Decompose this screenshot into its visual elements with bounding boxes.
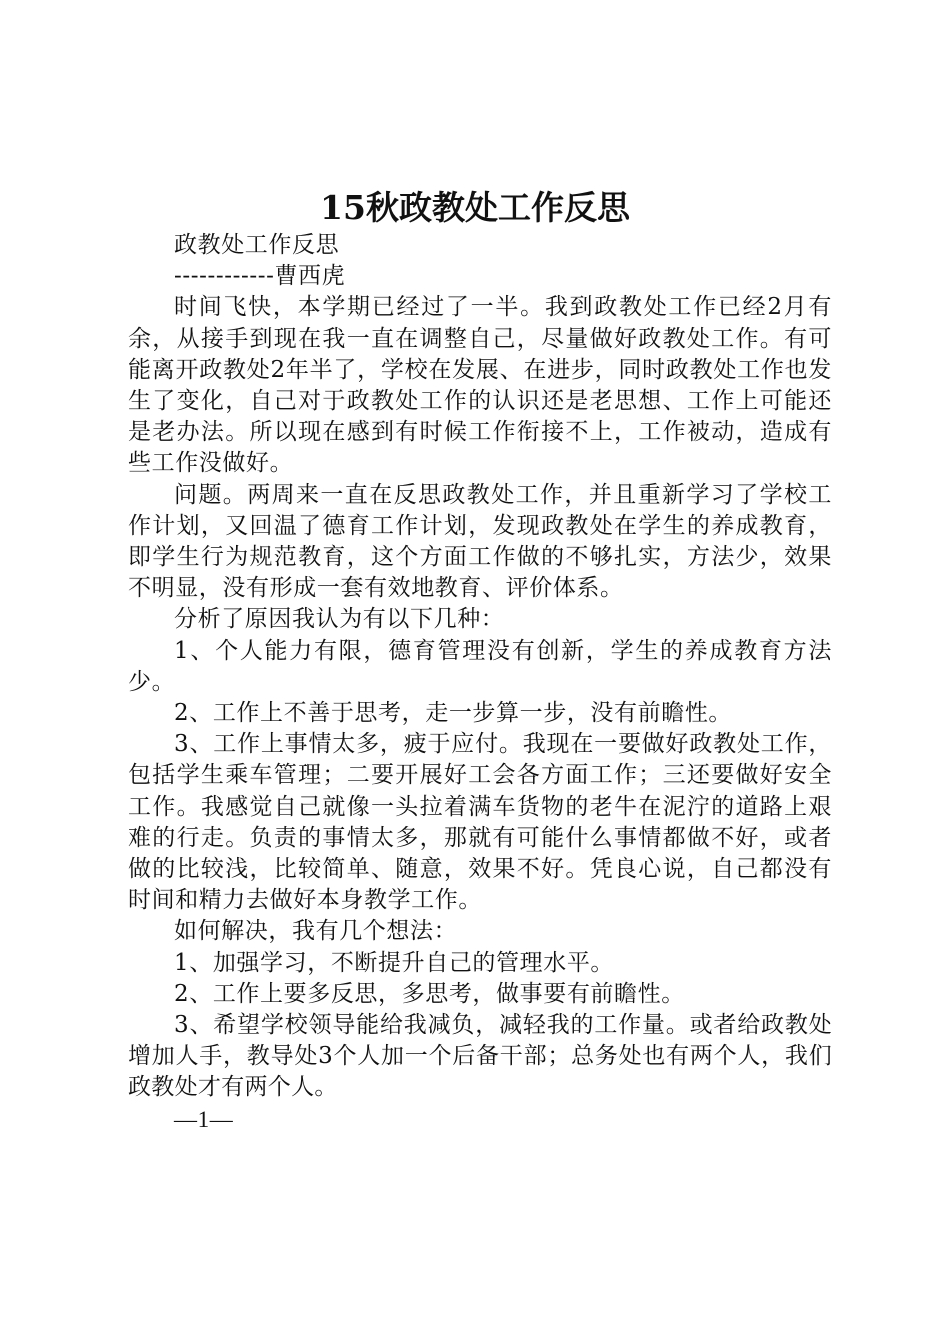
paragraph-solution-heading: 如何解决，我有几个想法： [174, 918, 458, 945]
paragraph-problem: 问题。两周来一直在反思政教处工作，并且重新学习了学校工作计划，又回温了德育工作计划，发现政教处在学生的养成教育，即学生行为规范教育，这个方面工作做的不够扎实，方法少，效果不明显，没有形成一套有效地教育、评价体系。 [128, 481, 832, 602]
paragraph-solution-3: 3、希望学校领导能给我减负，减轻我的工作量。或者给政教处增加人手，教导处3个人加一个后备干部；总务处也有两个人，我们政教处才有两个人。 [128, 1012, 832, 1101]
paragraph-reason-3: 3、工作上事情太多，疲于应付。我现在一要做好政教处工作，包括学生乘车管理；二要开展好工会各方面工作；三还要做好安全工作。我感觉自己就像一头拉着满车货物的老牛在泥泞的道路上艰难的行走。负责的事情太多，那就有可能什么事情都做不好，或者做的比较浅，比较简单、随意，效果不好。凭良心说，自己都没有时间和精力去做好本身教学工作。 [128, 731, 832, 914]
page-number: —1— [174, 1106, 234, 1132]
paragraph-solution-2: 2、工作上要多反思，多思考，做事要有前瞻性。 [174, 980, 685, 1007]
document-body [128, 230, 832, 1135]
subtitle: 政教处工作反思 [174, 232, 340, 258]
author-line: ------------曹西虎 [174, 263, 346, 290]
paragraph-reason-2: 2、工作上不善于思考，走一步算一步，没有前瞻性。 [174, 700, 733, 727]
paragraph-reason-1: 1、个人能力有限，德育管理没有创新，学生的养成教育方法少。 [128, 637, 832, 695]
paragraph-solution-1: 1、加强学习，不断提升自己的管理水平。 [174, 949, 615, 976]
document-title: 15秋政教处工作反思 [320, 188, 630, 227]
paragraph-intro: 时间飞快，本学期已经过了一半。我到政教处工作已经2月有余，从接手到现在我一直在调整自己，尽量做好政教处工作。有可能离开政教处2年半了，学校在发展、在进步，同时政教处工作也发生了变化，自己对于政教处工作的认识还是老思想、工作上可能还是老办法。所以现在感到有时候工作衔接不上，工作被动，造成有些工作没做好。 [128, 294, 832, 477]
paragraph-analysis-heading: 分析了原因我认为有以下几种： [174, 606, 505, 633]
